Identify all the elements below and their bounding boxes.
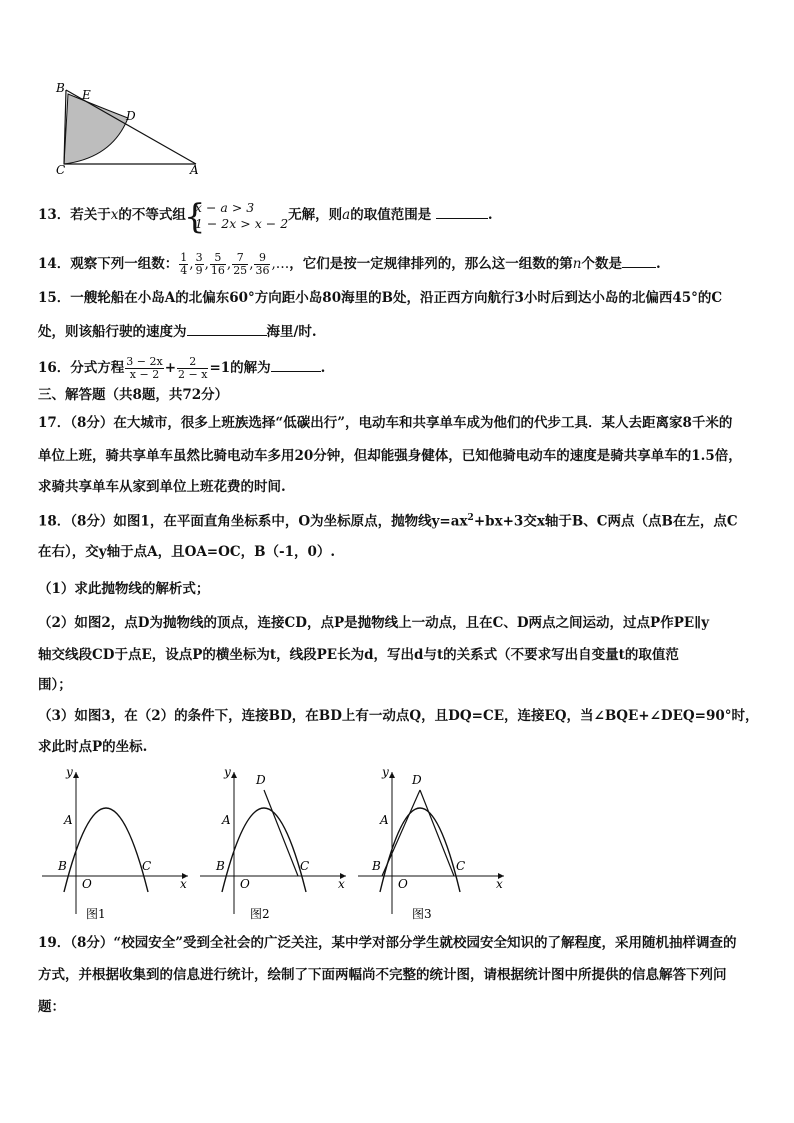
axis-label-x: x xyxy=(338,877,345,891)
q16-frac1-den: x − 2 xyxy=(129,368,160,382)
segment-cd xyxy=(264,790,298,876)
q14-fraction xyxy=(254,252,270,277)
q16-frac2-den: 2 − x xyxy=(178,368,208,382)
q16-frac2-num: 2 xyxy=(177,356,208,369)
q14-fraction xyxy=(210,252,226,277)
q14-fraction-den: 36 xyxy=(255,264,270,278)
graph-figure-3 xyxy=(354,764,514,924)
q13-answer-blank[interactable] xyxy=(436,206,488,219)
q14-fraction-num: 9 xyxy=(254,252,270,265)
axis-label-y: y xyxy=(224,765,231,779)
q13-pre: 若关于 xyxy=(70,207,111,224)
point-label-d: D xyxy=(412,773,422,787)
q15-pre: 处，则该船行驶的速度为 xyxy=(38,324,187,340)
q14-fraction-num: 1 xyxy=(180,251,188,264)
q18-sup: 2 xyxy=(467,513,474,523)
question-19-line-2: 方式，并根据收集到的信息进行统计，绘制了下面两幅尚不完整的统计图，请根据统计图中所提供的信息解答下列问 xyxy=(38,967,727,983)
label-c: C xyxy=(56,163,66,177)
q14-number: 14． xyxy=(38,256,71,273)
point-label-b: B xyxy=(216,859,225,873)
point-label-d: D xyxy=(256,773,266,787)
point-label-b: B xyxy=(372,859,381,873)
q14-fraction-num: 3 xyxy=(195,251,203,264)
q18-line1-pre: 18．（8分）如图1，在平面直角坐标系中，O为坐标原点，抛物线y=ax xyxy=(38,513,468,530)
q14-post: ，它们是按一定规律排列的，那么这一组数的第 xyxy=(289,256,573,273)
question-15-line-1: 15．一艘轮船在小岛A的北偏东60°方向距小岛80海里的B处，沿正西方向航行3小时后到达小岛的北偏西45°的C xyxy=(38,290,723,306)
q16-equals: =1的解为 xyxy=(209,360,271,377)
q14-comma: , xyxy=(226,256,232,273)
q13-mid: 的不等式组 xyxy=(118,207,186,224)
q14-end: . xyxy=(655,256,661,273)
point-label-a: A xyxy=(222,813,231,827)
q14-fraction xyxy=(232,252,248,277)
parabola xyxy=(222,808,306,892)
q15-answer-blank[interactable] xyxy=(187,323,267,336)
question-18-line-2: 在右），交y轴于点A，且OA=OC，B（-1，0）. xyxy=(38,544,336,560)
q14-comma: , xyxy=(249,256,254,273)
q14-fraction-num: 7 xyxy=(232,252,248,265)
point-label-c: C xyxy=(300,859,310,873)
axis-label-x: x xyxy=(496,877,503,891)
q14-fraction-den: 9 xyxy=(195,264,203,278)
question-18-part-3-line-1: （3）如图3，在（2）的条件下，连接BD，在BD上有一动点Q，且DQ=CE，连接EQ，当∠BQE+∠DEQ=90°时， xyxy=(38,708,759,724)
y-axis-arrow xyxy=(389,772,395,778)
figure-caption: 图1 xyxy=(86,907,106,921)
figure-caption: 图3 xyxy=(412,907,432,921)
point-label-a: A xyxy=(380,813,389,827)
axis-label-y: y xyxy=(382,765,389,779)
question-14 xyxy=(38,252,661,277)
question-18-part-2-line-3: 围）； xyxy=(38,677,72,693)
point-label-c: C xyxy=(456,859,466,873)
graph-figure-2 xyxy=(196,764,356,924)
q14-fraction xyxy=(179,252,188,277)
q18-line1-post: +bx+3交x轴于B、C两点（点B在左，点C xyxy=(473,513,738,530)
question-18-part-2-line-2: 轴交线段CD于点E，设点P的横坐标为t，线段PE长为d，写出d与t的关系式（不要求写出自变量t的取值范 xyxy=(38,647,679,663)
q16-fraction-2 xyxy=(177,356,208,381)
triangle-figure xyxy=(50,78,220,178)
point-label-o: O xyxy=(240,877,250,891)
point-label-o: O xyxy=(398,877,408,891)
q16-fraction-1 xyxy=(125,356,163,381)
q14-fraction-list xyxy=(178,251,271,278)
q13-tail: 的取值范围是 xyxy=(350,207,432,224)
q13-end: . xyxy=(487,207,493,224)
q14-fraction-den: 16 xyxy=(210,264,225,278)
question-17-line-3: 求骑共享单车从家到单位上班花费的时间. xyxy=(38,479,286,495)
question-15-line-2 xyxy=(38,323,317,340)
q14-pre: 观察下列一组数： xyxy=(70,256,179,273)
q13-var-x: x xyxy=(110,207,119,224)
q13-number: 13． xyxy=(38,207,71,224)
question-18-part-3-line-2: 求此时点P的坐标. xyxy=(38,739,148,755)
q14-comma: , xyxy=(189,256,194,273)
q16-pre: 16．分式方程 xyxy=(38,360,125,377)
question-17-line-2: 单位上班，骑共享单车虽然比骑电动车多用20分钟，但却能强身健体，已知他骑电动车的速度是骑共享单车的1.5倍， xyxy=(38,448,742,464)
question-17-line-1: 17．（8分）在大城市，很多上班族选择“低碳出行”，电动车和共享单车成为他们的代步工具．某人去距离家8千米的 xyxy=(38,415,733,431)
q14-fraction-den: 4 xyxy=(180,264,188,278)
q14-tail: 个数是 xyxy=(581,256,622,273)
segment-bd xyxy=(382,790,420,876)
q14-ellipsis: ,… xyxy=(271,256,290,273)
question-16 xyxy=(38,356,325,381)
point-label-b: B xyxy=(58,859,67,873)
label-e: E xyxy=(82,88,91,102)
q16-frac1-num: 3 − 2x xyxy=(126,355,163,368)
q13-ineq-2: 1 − 2x > x − 2 xyxy=(194,215,289,231)
y-axis-arrow xyxy=(231,772,237,778)
q14-var-n: n xyxy=(572,256,582,273)
point-label-o: O xyxy=(82,877,92,891)
question-19-line-3: 题： xyxy=(38,999,65,1015)
question-18-part-1: （1）求此抛物线的解析式； xyxy=(38,581,210,597)
q13-var-a: a xyxy=(342,207,351,224)
figure-caption: 图2 xyxy=(250,907,270,921)
label-b: B xyxy=(56,81,65,95)
axis-label-y: y xyxy=(66,765,73,779)
q16-end: . xyxy=(320,360,326,377)
q14-fraction xyxy=(195,252,204,277)
segment-cd xyxy=(420,790,454,876)
question-18-part-2-line-1: （2）如图2，点D为抛物线的顶点，连接CD，点P是抛物线上一动点，且在C、D两点之间运动，过点P作PE∥y xyxy=(38,615,710,631)
question-18-line-1 xyxy=(38,514,738,529)
axis-label-x: x xyxy=(180,877,187,891)
q13-post: 无解，则 xyxy=(288,207,343,224)
q15-post: 海里/时. xyxy=(266,324,317,340)
point-label-a: A xyxy=(64,813,73,827)
q14-fraction-den: 25 xyxy=(233,264,248,278)
q13-ineq-1: { x − a > 3 xyxy=(194,200,255,215)
q13-inequality-system xyxy=(186,200,288,231)
q14-comma: , xyxy=(204,256,209,273)
question-19-line-1: 19．（8分）“校园安全”受到全社会的广泛关注，某中学对部分学生就校园安全知识的了解程度，采用随机抽样调查的 xyxy=(38,935,737,951)
parabola xyxy=(64,808,148,892)
point-label-c: C xyxy=(142,859,152,873)
q14-fraction-num: 5 xyxy=(210,252,226,265)
q16-answer-blank[interactable] xyxy=(271,359,321,372)
question-13 xyxy=(38,200,493,231)
label-d: D xyxy=(126,109,136,123)
graph-figure-1 xyxy=(38,764,198,924)
q14-answer-blank[interactable] xyxy=(622,255,656,268)
y-axis-arrow xyxy=(73,772,79,778)
q16-plus: + xyxy=(164,360,177,377)
section-3-heading: 三、解答题（共8题，共72分） xyxy=(38,387,229,403)
label-a: A xyxy=(190,163,199,177)
shaded-sector xyxy=(64,94,128,164)
